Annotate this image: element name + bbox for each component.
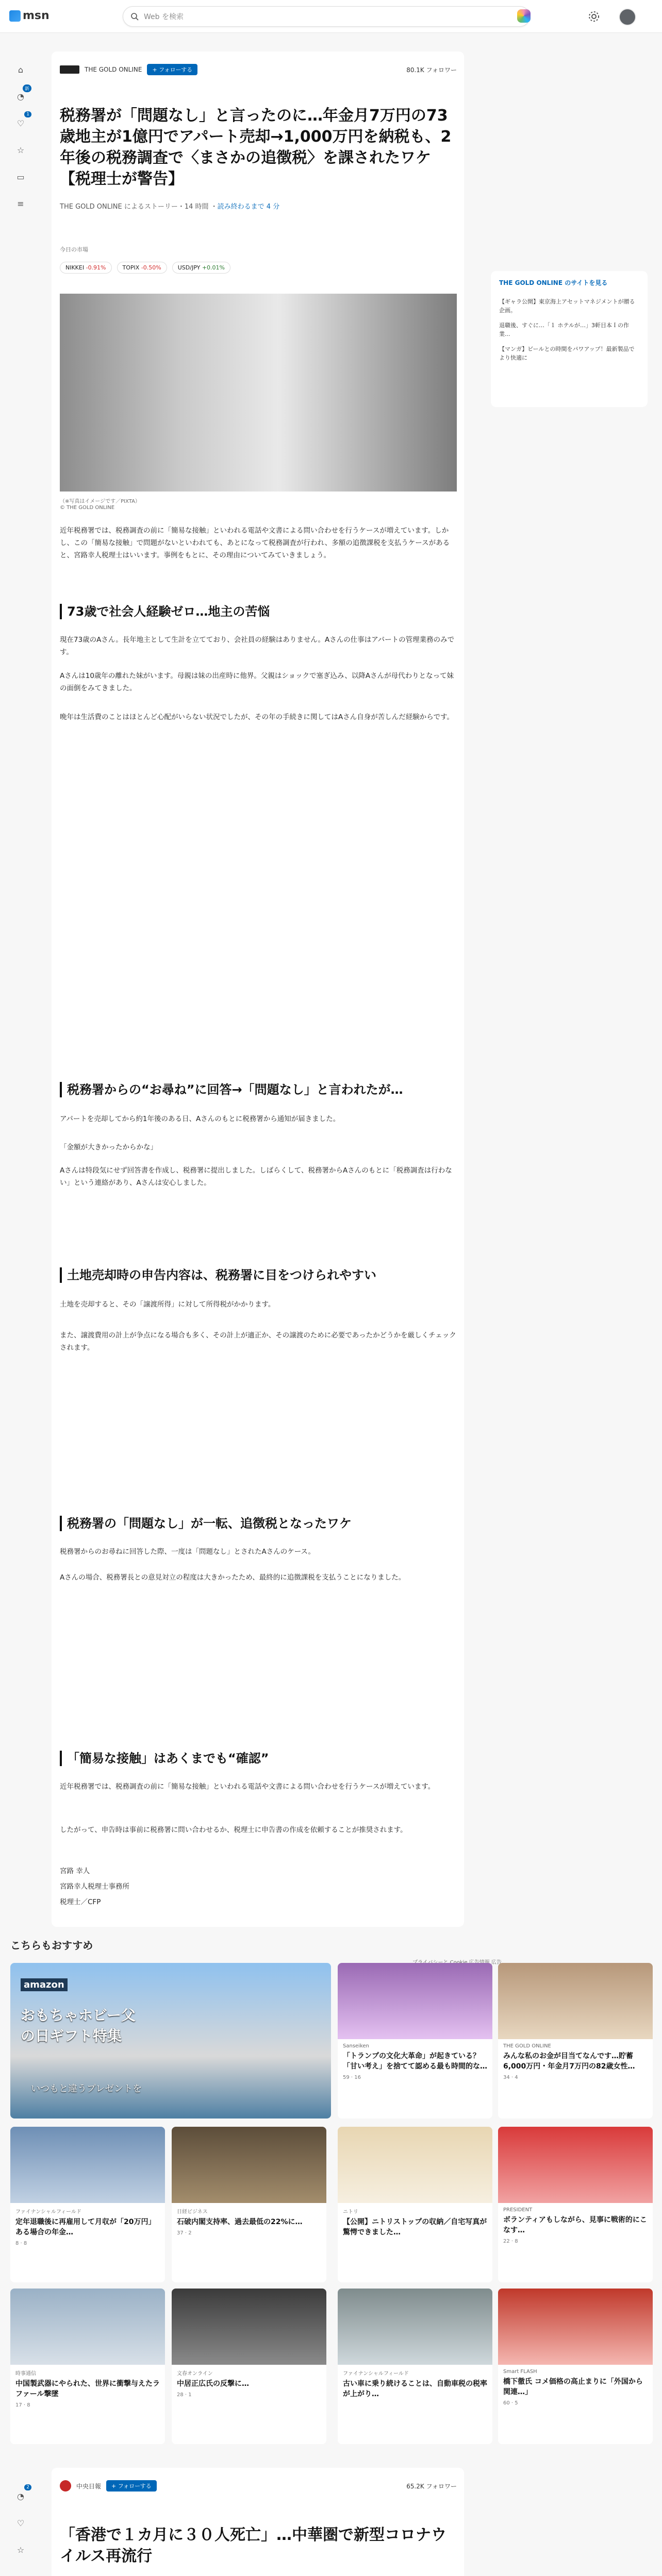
feature-ad[interactable] [10, 1963, 331, 2119]
paragraph: 現在73歳のAさん。長年地主として生計を立てており、会社員の経験はありません。Aさんの仕事はアパートの管理業務のみです。 [60, 636, 455, 656]
search-placeholder: Web を検索 [144, 13, 184, 21]
feature-overlay: おもちゃホビー父の日ギフト特集 [21, 2007, 136, 2044]
paragraph: アパートを売却してから約1年後のある日、Aさんのもとに税務署から通知が届きました。 [60, 1115, 340, 1123]
ticker-row [60, 262, 230, 274]
rec-title: 橋下徹氏 コメ価格の高止まりに「外国から関連…」 [503, 2378, 643, 2396]
rec-source: 文春オンライン [177, 2371, 213, 2377]
rec-source: THE GOLD ONLINE [503, 2043, 551, 2049]
ticker-name: NIKKEI [65, 264, 85, 271]
market-label: 今日の市場 [60, 246, 88, 253]
sidebar-item[interactable]: 退職後、すぐに…「１ ホテルが…」3軒目本Ｉの作業... [499, 322, 629, 337]
section-heading: 「簡易な接触」はあくまでも“確認” [60, 1751, 457, 1766]
rec-source: Smart FLASH [503, 2369, 537, 2375]
notifications-icon[interactable]: ◔ 2 [13, 2488, 28, 2504]
rail-badge: 2 [24, 2484, 31, 2490]
sidebar-item[interactable]: 【マンガ】ビールとの時間をパワアップ！最新製品でより快適に [499, 346, 635, 361]
section-heading: 税務署からの“お尋ね”に回答→「問題なし」と言われたが… [60, 1082, 457, 1097]
author-name: 宮路 幸人 [60, 1867, 90, 1875]
paragraph: 近年税務署では、税務調査の前に「簡易な接触」といわれる電話や文書による問い合わせを行うケースが増えています。 [60, 1783, 435, 1791]
ticker-name: TOPIX [122, 264, 140, 271]
paragraph: 晩年は生活費のことはほとんど心配がいらない状況でしたが、その年の手続きに関してはAさん自身が苦しんだ経験からです。 [60, 713, 454, 721]
bookmark-icon[interactable]: ☆ [16, 2545, 25, 2555]
article-photo [60, 294, 457, 492]
paragraph: Aさんの場合、税務署長との意見対立の程度は大きかったため、最終的に追徴課税を支払うことになりました。 [60, 1573, 406, 1582]
rec-title: ボランティアもしながら、見事に戦術的にこなす… [503, 2216, 647, 2234]
left-rail-2 [10, 2485, 31, 2557]
rec-title: 【公開】ニトリストップの収納／自宅写真が驚愕できました… [343, 2218, 487, 2236]
rec-stats: 22 · 8 [503, 2239, 518, 2244]
rec-source: ニトリ [343, 2209, 358, 2215]
rec-card[interactable] [338, 1963, 492, 2119]
paragraph: Aさんは10歳年の離れた妹がいます。母親は妹の出産時に他界。父親はショックで塞ぎ込み、以降Aさんが母代わりとなって妹の面倒をみてきました。 [60, 672, 454, 692]
paragraph: したがって、申告時は事前に税務署に問い合わせるか、税理士に申告書の作成を依頼することが推奨されます。 [60, 1826, 407, 1834]
rec-card[interactable] [10, 2289, 165, 2444]
paragraph: Aさんは特段気にせず回答書を作成し、税務署に提出しました。しばらくして、税務署からAさんのもとに「税務調査は行わない」という連絡があり、Aさんは安心しました。 [60, 1166, 452, 1187]
photo-credit: © THE GOLD ONLINE [60, 505, 115, 511]
rec-source: Sanseiken [343, 2043, 369, 2049]
rec-thumb [338, 2289, 492, 2365]
section-heading: 土地売却時の申告内容は、税務署に目をつけられやすい [60, 1267, 457, 1283]
paragraph: 「金額が大きかったからかな」 [60, 1143, 157, 1151]
article-card [52, 52, 464, 1927]
top-bar [0, 0, 662, 33]
source-name[interactable]: THE GOLD ONLINE [85, 66, 142, 73]
left-rail [10, 62, 31, 211]
ticker-name: USD/JPY [177, 264, 201, 271]
home-icon[interactable]: ⌂ [18, 64, 24, 75]
rec-card[interactable] [338, 2127, 492, 2282]
history-icon[interactable]: ▭ [16, 172, 25, 182]
ticker-chip[interactable] [60, 262, 112, 274]
article-meta [60, 201, 457, 211]
rec-stats: 60 · 5 [503, 2400, 518, 2406]
rec-source: ファイナンシャルフィールド [343, 2371, 409, 2377]
sidebar-item[interactable]: 【ギャラ公開】東京海上アセットマネジメントが贈る企画。 [499, 298, 635, 314]
avatar[interactable] [619, 8, 636, 26]
source-logo [60, 65, 79, 74]
msn-logo[interactable] [9, 9, 49, 22]
interests-icon[interactable]: ♡ [16, 2518, 25, 2528]
ticker-value: +0.01% [202, 264, 225, 271]
ticker-chip[interactable] [117, 262, 167, 274]
rec-card[interactable] [172, 2127, 326, 2282]
source-name[interactable]: 中央日報 [76, 2482, 102, 2490]
article-title: 「香港で１カ月に３０人死亡」…中華圏で新型コロナウイルス再流行 [60, 2526, 446, 2565]
article-source-row [60, 2480, 457, 2492]
paragraph: また、譲渡費用の計上が争点になる場合も多く、その計上が適正か、その譲渡のために必要であったかどうかを厳しくチェックされます。 [60, 1331, 456, 1352]
byline: THE GOLD ONLINE によるストーリー・14 時間 ・ [60, 203, 218, 211]
article-intro: 近年税務署では、税務調査の前に「簡易な接触」といわれる電話や文書による問い合わせを行うケースが増えています。しかし、この「簡易な接触」で問題がないといわれても、あとになって税務調査が行われ、多額の追徴課税を支払うケースがあると、宮路幸人税理士はいいます。事例をもとに、その理由についてみていきましょう。 [60, 527, 450, 560]
rec-title: 中国製武器にやられた、世界に衝撃与えたラファール撃墜 [15, 2380, 160, 2398]
rec-title: 石破内閣支持率、過去最低の22%に… [177, 2218, 303, 2226]
article-source-row [60, 64, 457, 75]
search-input[interactable] [123, 6, 530, 27]
rec-thumb [338, 1963, 492, 2039]
recommended-title: こちらもおすすめ [10, 1939, 93, 1952]
rec-thumb [498, 2127, 653, 2203]
sidebar-card [491, 271, 648, 407]
rec-title: 定年退職後に再雇用して月収が「20万円」ある場合の年金… [15, 2218, 156, 2236]
rec-thumb [498, 1963, 653, 2039]
rec-stats: 28 · 1 [177, 2392, 192, 2398]
copilot-icon[interactable] [517, 9, 531, 23]
rec-stats [338, 2239, 492, 2243]
rec-thumb [498, 2289, 653, 2365]
rec-card[interactable] [338, 2289, 492, 2444]
rec-stats: 17 · 8 [15, 2402, 30, 2408]
follower-count: 65.2K フォロワー [406, 2482, 457, 2490]
rec-source: PRESIDENT [503, 2207, 533, 2213]
notifications-icon[interactable]: ◔ 新 [13, 89, 28, 104]
author-title: 税理士／CFP [60, 1898, 101, 1906]
rec-card[interactable] [498, 2289, 653, 2444]
follow-button[interactable]: + フォローする [106, 2480, 157, 2492]
gear-icon[interactable] [588, 10, 600, 23]
follower-count: 80.1K フォロワー [406, 66, 457, 74]
rec-title: 古い車に乗り続けることは、自動車税の税率が上がり… [343, 2380, 487, 2398]
ticker-value: -0.91% [86, 264, 106, 271]
photo-caption: （※写真はイメージです／PIXTA） [60, 499, 140, 504]
rec-card[interactable] [10, 2127, 165, 2282]
rec-thumb [172, 2127, 326, 2203]
read-time: 読み終わるまで 4 分 [217, 203, 280, 211]
msn-brand: msn [23, 9, 49, 22]
rec-card[interactable] [498, 1963, 653, 2119]
rec-stats: 37 · 2 [177, 2230, 192, 2236]
sidebar-site-link[interactable]: THE GOLD ONLINE のサイトを見る [499, 279, 608, 286]
rec-source: 日経ビジネス [177, 2209, 208, 2215]
rec-stats: 8 · 8 [15, 2241, 27, 2246]
feature-brand: amazon [21, 1978, 68, 1991]
author-org: 宮路幸人税理士事務所 [60, 1883, 129, 1891]
section-heading: 税務署の「問題なし」が一転、追徴税となったワケ [60, 1516, 457, 1531]
feed-icon[interactable]: ≡ [17, 198, 24, 209]
bookmark-icon[interactable]: ☆ [16, 145, 25, 155]
search-icon [130, 12, 139, 21]
source-logo [60, 2480, 71, 2492]
rec-card[interactable] [498, 2127, 653, 2282]
rec-card[interactable] [172, 2289, 326, 2444]
rec-stats: 34 · 4 [503, 2075, 518, 2080]
rec-source: ファイナンシャルフィールド [15, 2209, 81, 2215]
section-heading: 73歳で社会人経験ゼロ…地主の苦悩 [60, 604, 457, 619]
rail-badge: 1 [24, 111, 31, 117]
rec-source: 時事通信 [15, 2371, 36, 2377]
rec-title: 中居正広氏の反撃に… [177, 2380, 249, 2388]
paragraph: 税務署からのお尋ねに回答した際、一度は「問題なし」とされたAさんのケース。 [60, 1548, 315, 1556]
msn-logo-mark [9, 10, 21, 22]
rail-badge: 新 [23, 84, 31, 92]
ticker-value: -0.50% [141, 264, 161, 271]
interests-icon[interactable]: ♡ 1 [13, 115, 28, 131]
paragraph: 土地を売却すると、その「譲渡所得」に対して所得税がかかります。 [60, 1300, 275, 1309]
feature-subtitle: いつもと違うプレゼントを [31, 2083, 142, 2094]
rec-stats: 59 · 16 [343, 2075, 361, 2080]
rec-title: みんな私のお金が目当てなんです…貯蓄6,000万円・年金月7万円の82歳女性… [503, 2052, 635, 2071]
ad-label[interactable]: 広告 [491, 1960, 502, 1965]
rec-stats [338, 2400, 492, 2404]
ticker-chip[interactable] [172, 262, 230, 274]
rec-thumb [10, 2127, 165, 2203]
rec-title: 「トランプの文化大革命」が起きている？「甘い考え」を捨てて認める最も時間的な… [343, 2052, 487, 2071]
rec-thumb [10, 2289, 165, 2365]
rec-thumb [338, 2127, 492, 2203]
rec-thumb [172, 2289, 326, 2365]
article-card-2 [52, 2468, 464, 2576]
article-title: 税務署が「問題なし」と言ったのに…年金月7万円の73歳地主が1億円でアパート売却→1,000万円を納税も、2年後の税務調査で〈まさかの追徴税〉を課されたワケ【税理士が警告】 [60, 107, 452, 188]
follow-button[interactable]: + フォローする [147, 64, 197, 75]
